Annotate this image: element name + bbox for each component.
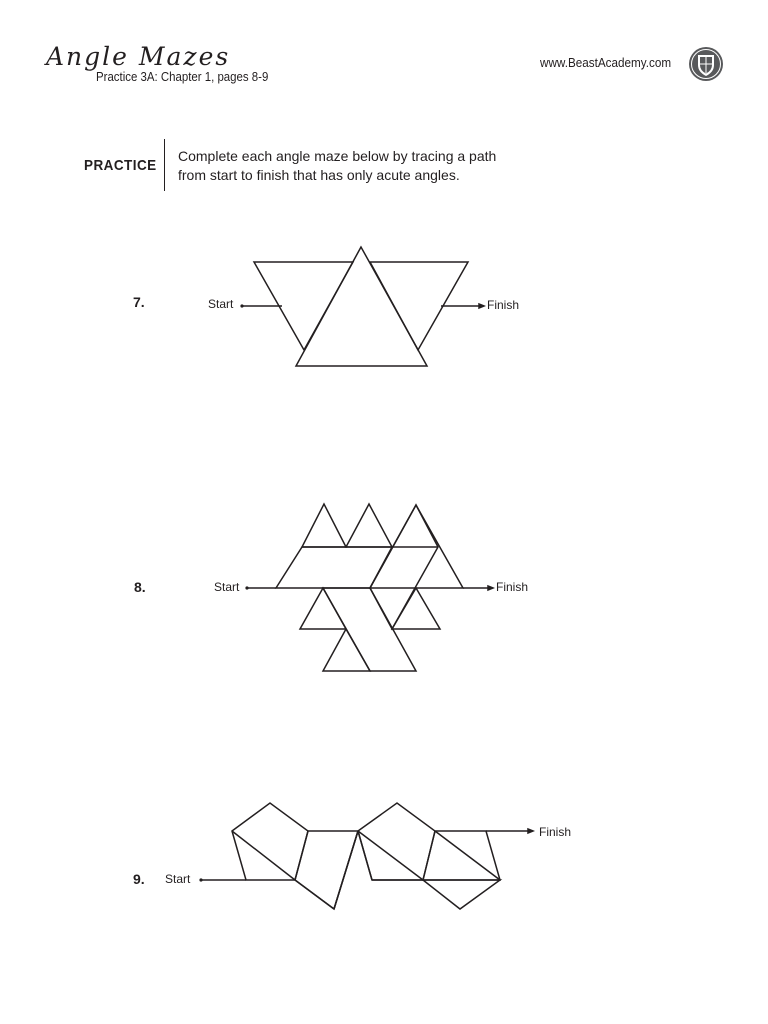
problem-9-start-label: Start <box>165 872 191 886</box>
maze-7-finish-arrowhead <box>479 304 484 308</box>
maze-9-center-square <box>358 803 435 880</box>
maze-9-left-square <box>232 803 308 880</box>
maze-9[interactable] <box>199 803 533 909</box>
maze-9-left-diagonal <box>232 831 295 880</box>
problem-8-start-label: Start <box>214 580 240 594</box>
maze-9-right-diagonal <box>435 831 500 880</box>
maze-9-lower-triangle <box>423 880 500 909</box>
problem-8-number: 8. <box>134 579 146 595</box>
maze-8-top-left-triangle <box>302 504 346 547</box>
maze-9-center-diagonal <box>358 831 423 880</box>
maze-9-center-left-edge <box>358 831 372 880</box>
problem-7-number: 7. <box>133 294 145 310</box>
problem-8-finish-label: Finish <box>496 580 529 594</box>
maze-8-finish-arrowhead <box>488 586 493 590</box>
maze-8-lower-right-triangle <box>392 588 440 629</box>
maze-7-start-dot <box>240 304 243 307</box>
problem-7-finish-label: Finish <box>487 298 520 312</box>
website-link[interactable]: www.BeastAcademy.com <box>540 55 672 70</box>
instructions-line-1: Complete each angle maze below by tracing a path <box>178 148 497 164</box>
page-title: Angle Mazes <box>46 42 231 71</box>
maze-9-start-dot <box>199 878 202 881</box>
maze-9-middle-left-quad <box>295 831 358 909</box>
maze-9-center-left-drop <box>334 831 358 909</box>
problem-9-number: 9. <box>133 871 145 887</box>
maze-7[interactable] <box>240 247 484 366</box>
page-subtitle: Practice 3A: Chapter 1, pages 8-9 <box>96 69 269 84</box>
maze-8-top-middle-triangle <box>346 504 392 547</box>
maze-8-start-dot <box>245 586 248 589</box>
instructions-line-2: from start to finish that has only acute angles. <box>178 167 460 183</box>
maze-8-bottom-triangle <box>323 629 370 671</box>
maze-9-right-quad <box>423 831 500 880</box>
maze-9-bottom-link <box>295 880 334 909</box>
maze-7-center-triangle <box>296 247 427 366</box>
maze-8[interactable] <box>245 504 493 671</box>
maze-8-trapezoid-top <box>276 547 392 588</box>
problem-9-finish-label: Finish <box>539 825 572 839</box>
practice-label: PRACTICE <box>84 157 157 174</box>
problem-7-start-label: Start <box>208 297 234 311</box>
maze-9-finish-arrowhead <box>528 829 533 833</box>
maze-8-lower-left-triangle <box>300 588 346 629</box>
